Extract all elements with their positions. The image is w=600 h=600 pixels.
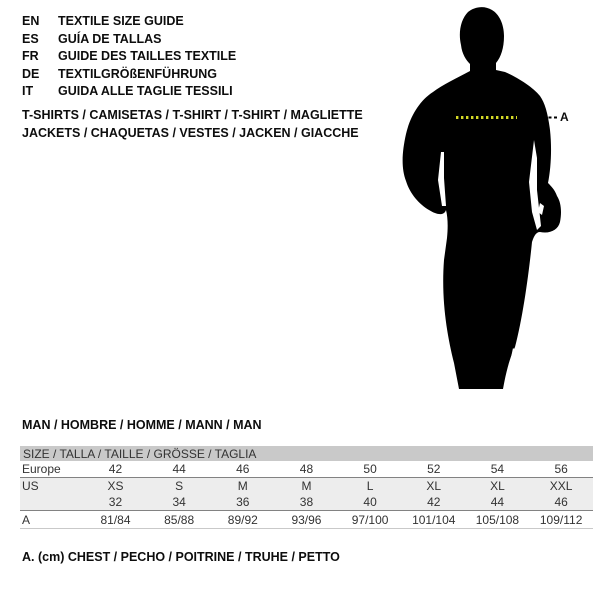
size-cell: S <box>147 478 211 495</box>
size-cell: 40 <box>338 494 402 511</box>
man-figure <box>395 0 600 400</box>
size-table-header-row <box>20 446 593 461</box>
language-label: TEXTILGRÖßENFÜHRUNG <box>58 66 218 81</box>
size-cell: 38 <box>275 494 339 511</box>
language-code: FR <box>22 49 39 63</box>
size-cell: L <box>338 478 402 495</box>
man-silhouette <box>395 0 600 400</box>
size-cell: 52 <box>402 461 466 478</box>
size-cell: M <box>275 478 339 495</box>
size-cell: 42 <box>84 461 148 478</box>
row-label: Europe <box>20 461 84 478</box>
language-row <box>22 13 236 31</box>
table-row-europe <box>20 461 593 478</box>
category-list <box>22 106 363 142</box>
size-cell: 85/88 <box>147 511 211 529</box>
size-cell: 34 <box>147 494 211 511</box>
size-cell: 109/112 <box>529 511 593 529</box>
language-code: EN <box>22 14 40 28</box>
language-code: DE <box>22 66 40 81</box>
language-row <box>22 31 236 49</box>
size-cell: 50 <box>338 461 402 478</box>
size-cell: 101/104 <box>402 511 466 529</box>
row-label <box>20 494 84 511</box>
size-cell: 44 <box>466 494 530 511</box>
size-table-header: SIZE / TALLA / TAILLE / GRÖSSE / TAGLIA <box>20 446 593 461</box>
table-row-us <box>20 478 593 495</box>
measure-label-a: A <box>560 110 569 124</box>
language-label: TEXTILE SIZE GUIDE <box>58 14 184 28</box>
language-code: ES <box>22 31 39 46</box>
language-row <box>22 83 236 101</box>
row-label: A <box>20 511 84 529</box>
category-line-tshirts: T-SHIRTS / CAMISETAS / T-SHIRT / T-SHIRT / MAGLIETTE <box>22 108 363 122</box>
size-cell: XS <box>84 478 148 495</box>
language-row <box>22 48 236 66</box>
size-cell: 81/84 <box>84 511 148 529</box>
size-cell: 93/96 <box>275 511 339 529</box>
language-label: GUÍA DE TALLAS <box>58 31 162 46</box>
language-label: GUIDA ALLE TAGLIE TESSILI <box>58 84 233 98</box>
language-code: IT <box>22 84 34 98</box>
size-cell: 105/108 <box>466 511 530 529</box>
language-label: GUIDE DES TAILLES TEXTILE <box>58 49 237 63</box>
size-cell: 48 <box>275 461 339 478</box>
row-label: US <box>20 478 84 495</box>
size-cell: 46 <box>211 461 275 478</box>
category-line-jackets: JACKETS / CHAQUETAS / VESTES / JACKEN / GIACCHE <box>22 126 359 140</box>
size-cell: 56 <box>529 461 593 478</box>
size-cell: 32 <box>84 494 148 511</box>
table-row-alt-sizes <box>20 494 593 511</box>
size-cell: 89/92 <box>211 511 275 529</box>
size-cell: 44 <box>147 461 211 478</box>
size-cell: 97/100 <box>338 511 402 529</box>
size-cell: 46 <box>529 494 593 511</box>
size-cell: XL <box>466 478 530 495</box>
size-table <box>20 446 593 529</box>
size-cell: XXL <box>529 478 593 495</box>
size-cell: 36 <box>211 494 275 511</box>
size-cell: 42 <box>402 494 466 511</box>
measure-footnote: A. (cm) CHEST / PECHO / POITRINE / TRUHE / PETTO <box>22 550 340 564</box>
table-row-chest-cm <box>20 511 593 529</box>
size-cell: 54 <box>466 461 530 478</box>
size-cell: XL <box>402 478 466 495</box>
size-cell: M <box>211 478 275 495</box>
language-row <box>22 66 236 84</box>
language-list <box>22 13 236 101</box>
section-title-man: MAN / HOMBRE / HOMME / MANN / MAN <box>22 418 262 432</box>
